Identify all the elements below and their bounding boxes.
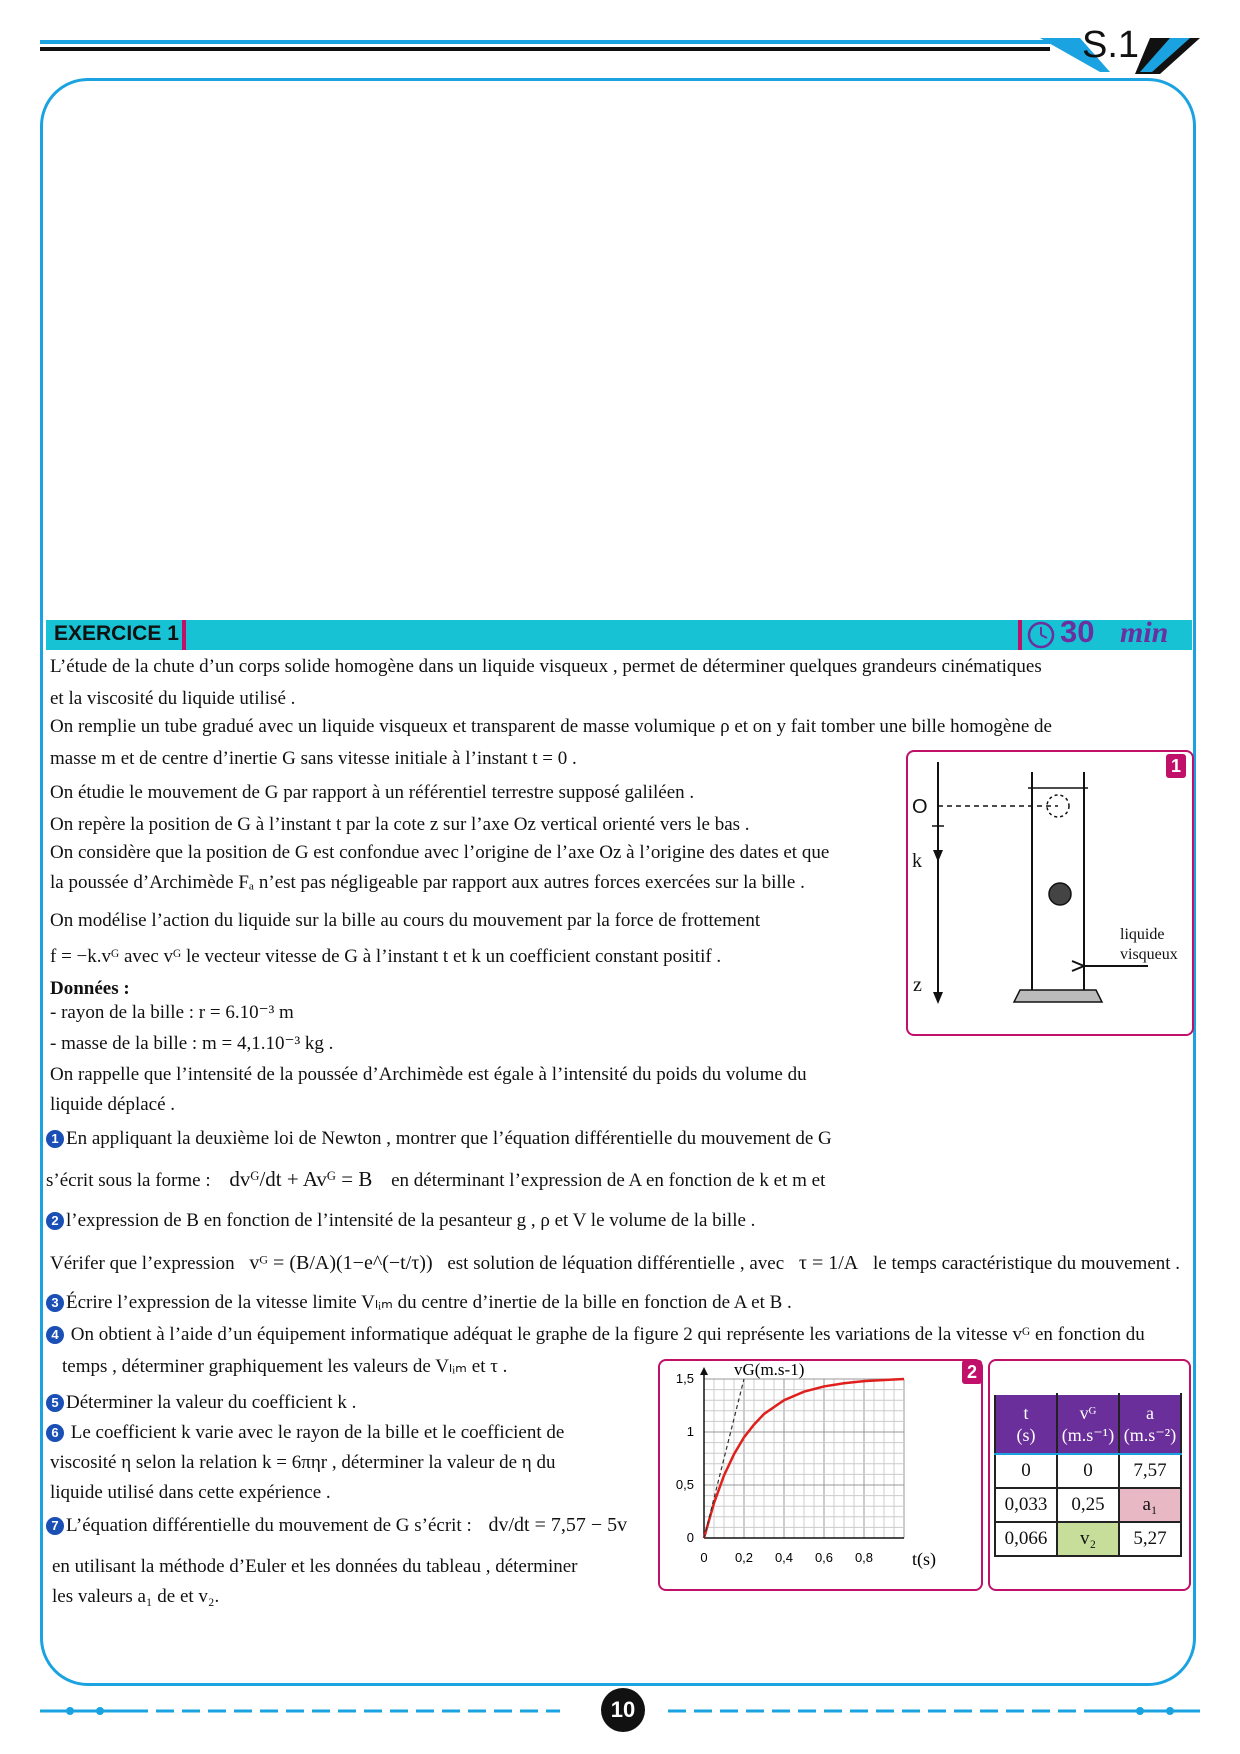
figure-1-label-k: k bbox=[912, 850, 922, 872]
question-7-line: en utilisant la méthode d’Euler et les données du tableau , déterminer bbox=[52, 1556, 578, 1577]
page-code: S.1 bbox=[1082, 24, 1140, 66]
clock-icon bbox=[1026, 620, 1056, 650]
x-tick-label: 0,4 bbox=[774, 1550, 794, 1565]
question-4-line: temps , déterminer graphiquement les valeurs de Vₗᵢₘ et τ . bbox=[62, 1356, 508, 1377]
x-tick-label: 0,6 bbox=[814, 1550, 834, 1565]
donnees-rappel: liquide déplacé . bbox=[50, 1094, 176, 1115]
table-header: t (s) bbox=[995, 1394, 1057, 1454]
y-tick-label: 1 bbox=[686, 1424, 694, 1439]
question-3-line: 3 Écrire l’expression de la vitesse limite Vₗᵢₘ du centre d’inertie de la bille en fonction de A et B . bbox=[46, 1292, 792, 1314]
donnees-item: - rayon de la bille : r = 6.10⁻³ m bbox=[50, 1002, 294, 1023]
donnees-rappel: On rappelle que l’intensité de la poussée d’Archimède est égale à l’intensité du poids du volume du bbox=[50, 1064, 807, 1085]
question-1-line: s’écrit sous la forme : dvᴳ/dt + Avᴳ = B en déterminant l’expression de A en fonction de k et m et bbox=[46, 1167, 826, 1191]
table-header-row bbox=[995, 1394, 1181, 1454]
table-cell: 0 bbox=[995, 1454, 1057, 1488]
y-axis-label: vG(m.s-1) bbox=[734, 1361, 805, 1379]
table-cell: 0,033 bbox=[995, 1488, 1057, 1522]
intro-line: la poussée d’Archimède Fₐ n’est pas négligeable par rapport aux autres forces exercées sur la bille . bbox=[50, 872, 805, 893]
figure-1-diagram bbox=[908, 752, 1188, 1028]
question-1-line: 1 En appliquant la deuxième loi de Newton , montrer que l’équation différentielle du mouvement de G bbox=[46, 1128, 832, 1150]
question-7-line: les valeurs a₁ de et v₂. bbox=[52, 1586, 220, 1607]
question-1-equation: dvᴳ/dt + Avᴳ = B bbox=[229, 1167, 373, 1191]
figure-1-label-liquid: liquide bbox=[1120, 926, 1165, 943]
x-tick-label: 0 bbox=[700, 1550, 708, 1565]
question-4-line: 4 On obtient à l’aide d’un équipement informatique adéquat le graphe de la figure 2 qui représente les variations de la vitesse vᴳ en fonction du bbox=[46, 1324, 1145, 1346]
table-cell: 5,27 bbox=[1119, 1522, 1181, 1556]
table-header: vᴳ (m.s⁻¹) bbox=[1057, 1394, 1119, 1454]
question-7-equation: dv/dt = 7,57 − 5v bbox=[488, 1514, 628, 1536]
table-cell-unknown: a₁ bbox=[1119, 1488, 1181, 1522]
donnees-item: - masse de la bille : m = 4,1.10⁻³ kg . bbox=[50, 1033, 334, 1054]
exercise-time-divider bbox=[1018, 620, 1022, 650]
intro-line: masse m et de centre d’inertie G sans vitesse initiale à l’instant t = 0 . bbox=[50, 748, 577, 769]
figure-1-label-liquid: visqueux bbox=[1120, 946, 1178, 963]
page-number: 10 bbox=[601, 1688, 645, 1732]
question-6-line: 6 Le coefficient k varie avec le rayon de la bille et le coefficient de bbox=[46, 1422, 564, 1444]
question-number: 6 bbox=[46, 1424, 64, 1442]
question-2-tau: τ = 1/A bbox=[798, 1252, 859, 1274]
intro-line: On remplie un tube gradué avec un liquide visqueux et transparent de masse volumique ρ et on y fait tomber une bille homogène de bbox=[50, 716, 1052, 737]
figure-1-badge: 1 bbox=[1166, 754, 1186, 778]
table-row bbox=[995, 1488, 1181, 1522]
question-6-line: viscosité η selon la relation k = 6πηr , déterminer la valeur de η du bbox=[50, 1452, 556, 1473]
table-cell: 0 bbox=[1057, 1454, 1119, 1488]
question-number: 4 bbox=[46, 1326, 64, 1344]
question-5-line: 5 Déterminer la valeur du coefficient k . bbox=[46, 1392, 356, 1414]
question-7-line: 7 L’équation différentielle du mouvement de G s’écrit : dv/dt = 7,57 − 5v bbox=[46, 1514, 627, 1537]
table-cell: 0,25 bbox=[1057, 1488, 1119, 1522]
header-bar bbox=[40, 40, 1050, 52]
table-cell-unknown: v₂ bbox=[1057, 1522, 1119, 1556]
figure-1-label-z: z bbox=[913, 974, 922, 996]
table-row bbox=[995, 1522, 1181, 1556]
question-number: 3 bbox=[46, 1294, 64, 1312]
y-tick-label: 1,5 bbox=[675, 1371, 694, 1386]
intro-line: On considère que la position de G est confondue avec l’origine de l’axe Oz à l’origine des dates et que bbox=[50, 842, 830, 863]
intro-line: L’étude de la chute d’un corps solide homogène dans un liquide visqueux , permet de déterminer quelques grandeurs cinématiques bbox=[50, 656, 1042, 677]
intro-line: On modélise l’action du liquide sur la bille au cours du mouvement par la force de frottement bbox=[50, 910, 761, 931]
table-row bbox=[995, 1454, 1181, 1488]
x-tick-label: 0,2 bbox=[734, 1550, 754, 1565]
data-table bbox=[994, 1393, 1182, 1557]
intro-line: On étudie le mouvement de G par rapport à un référentiel terrestre supposé galiléen . bbox=[50, 782, 695, 803]
question-number: 5 bbox=[46, 1394, 64, 1412]
question-2-line: Vérifer que l’expression vᴳ = (B/A)(1−e^(−t/τ)) est solution de léquation différentielle , avec τ = 1/A le temps caractéristique du mouvement . bbox=[50, 1252, 1181, 1274]
y-tick-label: 0 bbox=[686, 1530, 694, 1545]
exercise-duration: 30 bbox=[1060, 614, 1095, 649]
y-axis-arrow bbox=[700, 1367, 708, 1375]
intro-line: On repère la position de G à l’instant t par la cote z sur l’axe Oz vertical orienté vers le bas . bbox=[50, 814, 750, 835]
table-cell: 7,57 bbox=[1119, 1454, 1181, 1488]
intro-line: et la viscosité du liquide utilisé . bbox=[50, 688, 296, 709]
question-2-line: 2 l’expression de B en fonction de l’intensité de la pesanteur g , ρ et V le volume de la bille . bbox=[46, 1210, 755, 1232]
x-tick-label: 0,8 bbox=[854, 1550, 874, 1565]
question-number: 2 bbox=[46, 1212, 64, 1230]
figure-2-badge: 2 bbox=[962, 1360, 982, 1384]
y-tick-label: 0,5 bbox=[675, 1477, 694, 1492]
exercise-duration-unit: min bbox=[1120, 616, 1169, 649]
donnees-title: Données : bbox=[50, 978, 130, 999]
exercise-title-divider bbox=[182, 620, 186, 650]
x-axis-label: t(s) bbox=[912, 1549, 936, 1569]
table-cell: 0,066 bbox=[995, 1522, 1057, 1556]
table-header: a (m.s⁻²) bbox=[1119, 1394, 1181, 1454]
question-number: 7 bbox=[46, 1517, 64, 1535]
figure-2-chart bbox=[660, 1361, 980, 1589]
figure-1-label-o: O bbox=[912, 796, 928, 818]
question-2-equation: vᴳ = (B/A)(1−e^(−t/τ)) bbox=[249, 1252, 433, 1274]
exercise-title: EXERCICE 1 bbox=[54, 622, 179, 645]
intro-line: f = −k.vᴳ avec vᴳ le vecteur vitesse de G à l’instant t et k un coefficient constant positif . bbox=[50, 946, 722, 967]
question-6-line: liquide utilisé dans cette expérience . bbox=[50, 1482, 331, 1503]
question-number: 1 bbox=[46, 1130, 64, 1148]
